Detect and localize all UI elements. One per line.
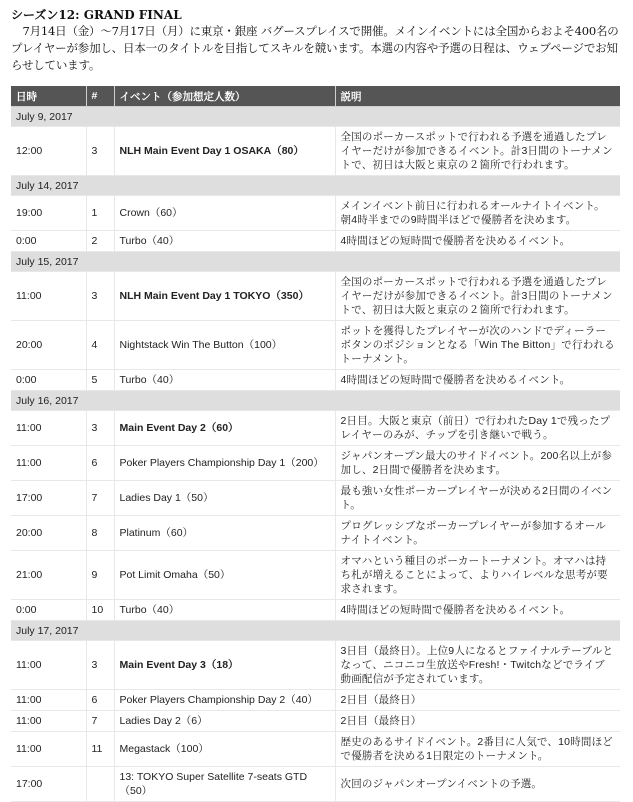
intro-description: 7月14日（金）〜7月17日（月）に東京・銀座 バグースプレイスで開催。メインイベントには全国からおよそ400名のプレイヤーが参加し、日本一のタイトルを目指してスキルを競います。本選の内容や予選の日程は、ウェブページでお知らせしています。	[11, 24, 619, 72]
event-time: 11:00	[11, 711, 86, 732]
table-row	[11, 370, 620, 391]
event-description: 4時間ほどの短時間で優勝者を決めるイベント。	[335, 600, 620, 621]
event-description: 全国のポーカースポットで行われる予選を通過したプレイヤーだけが参加できるイベント。計3日間のトーナメントで、初日は大阪と東京の２箇所で行われます。	[335, 127, 620, 176]
event-time: 0:00	[11, 231, 86, 252]
event-name: NLH Main Event Day 1 OSAKA（80）	[114, 127, 335, 176]
header-number: #	[86, 86, 114, 107]
event-time: 11:00	[11, 272, 86, 321]
event-name: 13: TOKYO Super Satellite 7-seats GTD（50）	[114, 767, 335, 802]
event-number: 4	[86, 321, 114, 370]
intro-section	[11, 8, 623, 74]
event-number: 2	[86, 231, 114, 252]
event-name: Turbo（40）	[114, 600, 335, 621]
event-description: 最も強い女性ポーカープレイヤーが決める2日間のイベント。	[335, 481, 620, 516]
page-title: シーズン12: GRAND FINAL	[11, 8, 182, 22]
event-number: 10	[86, 600, 114, 621]
event-time: 19:00	[11, 196, 86, 231]
event-number: 3	[86, 272, 114, 321]
table-row	[11, 481, 620, 516]
event-time: 17:00	[11, 767, 86, 802]
event-name: Crown（60）	[114, 196, 335, 231]
event-description: 歴史のあるサイドイベント。2番目に人気で、10時間ほどで優勝者を決める1日限定のトーナメント。	[335, 732, 620, 767]
event-time: 20:00	[11, 516, 86, 551]
event-number: 6	[86, 690, 114, 711]
event-description: 次回のジャパンオープンイベントの予選。	[335, 767, 620, 802]
event-description: ポットを獲得したプレイヤーが次のハンドでディーラーボタンのポジションとなる「Win The Bitton」で行われるトーナメント。	[335, 321, 620, 370]
date-label: July 15, 2017	[11, 252, 620, 272]
event-number: 5	[86, 370, 114, 391]
table-row	[11, 321, 620, 370]
table-row	[11, 411, 620, 446]
event-description: オマハという種目のポーカートーナメント。オマハは持ち札が増えることによって、よりハイレベルな思考が要求されます。	[335, 551, 620, 600]
date-group-row	[11, 621, 620, 641]
event-name: Poker Players Championship Day 1（200）	[114, 446, 335, 481]
event-description: 3日目（最終日）。上位9人になるとファイナルテーブルとなって、ニコニコ生放送やFresh!・Twitchなどでライブ動画配信が予定されています。	[335, 641, 620, 690]
event-number	[86, 767, 114, 802]
event-name: Ladies Day 1（50）	[114, 481, 335, 516]
event-number: 9	[86, 551, 114, 600]
event-number: 7	[86, 481, 114, 516]
event-time: 11:00	[11, 641, 86, 690]
table-row	[11, 690, 620, 711]
table-row	[11, 196, 620, 231]
event-name: Pot Limit Omaha（50）	[114, 551, 335, 600]
event-name: Platinum（60）	[114, 516, 335, 551]
table-header-row	[11, 86, 620, 107]
event-name: NLH Main Event Day 1 TOKYO（350）	[114, 272, 335, 321]
event-name: Ladies Day 2（6）	[114, 711, 335, 732]
event-name: Turbo（40）	[114, 370, 335, 391]
event-name: Main Event Day 2（60）	[114, 411, 335, 446]
event-description: 全国のポーカースポットで行われる予選を通過したプレイヤーだけが参加できるイベント。計3日間のトーナメントで、初日は大阪と東京の２箇所で行われます。	[335, 272, 620, 321]
event-number: 6	[86, 446, 114, 481]
date-label: July 9, 2017	[11, 107, 620, 127]
event-description: ジャパンオープン最大のサイドイベント。200名以上が参加し、2日間で優勝者を決めます。	[335, 446, 620, 481]
event-time: 12:00	[11, 127, 86, 176]
event-description: メインイベント前日に行われるオールナイトイベント。朝4時半までの9時間半ほどで優勝者を決めます。	[335, 196, 620, 231]
date-label: July 17, 2017	[11, 621, 620, 641]
date-group-row	[11, 391, 620, 411]
event-description: 2日目（最終日）	[335, 711, 620, 732]
header-description: 説明	[335, 86, 620, 107]
event-description: 2日目。大阪と東京（前日）で行われたDay 1で残ったプレイヤーのみが、チップを引き継いで戦う。	[335, 411, 620, 446]
table-row	[11, 127, 620, 176]
date-group-row	[11, 252, 620, 272]
date-label: July 14, 2017	[11, 176, 620, 196]
date-group-row	[11, 176, 620, 196]
event-number: 1	[86, 196, 114, 231]
table-row	[11, 272, 620, 321]
table-row	[11, 446, 620, 481]
table-row	[11, 551, 620, 600]
event-number: 3	[86, 641, 114, 690]
header-event: イベント（参加想定人数）	[114, 86, 335, 107]
table-row	[11, 641, 620, 690]
date-group-row	[11, 107, 620, 127]
event-description: 4時間ほどの短時間で優勝者を決めるイベント。	[335, 370, 620, 391]
table-row	[11, 231, 620, 252]
event-time: 11:00	[11, 690, 86, 711]
event-description: 2日目（最終日）	[335, 690, 620, 711]
event-time: 11:00	[11, 732, 86, 767]
header-datetime: 日時	[11, 86, 86, 107]
event-name: Main Event Day 3（18）	[114, 641, 335, 690]
event-number: 3	[86, 127, 114, 176]
table-row	[11, 516, 620, 551]
event-time: 21:00	[11, 551, 86, 600]
event-number: 8	[86, 516, 114, 551]
event-name: Turbo（40）	[114, 231, 335, 252]
event-description: 4時間ほどの短時間で優勝者を決めるイベント。	[335, 231, 620, 252]
table-row	[11, 600, 620, 621]
event-number: 3	[86, 411, 114, 446]
event-time: 0:00	[11, 600, 86, 621]
schedule-body	[11, 107, 620, 802]
event-description: プログレッシブなポーカープレイヤーが参加するオールナイトイベント。	[335, 516, 620, 551]
event-time: 11:00	[11, 411, 86, 446]
date-label: July 16, 2017	[11, 391, 620, 411]
event-number: 11	[86, 732, 114, 767]
event-name: Nightstack Win The Button（100）	[114, 321, 335, 370]
table-row	[11, 732, 620, 767]
event-number: 7	[86, 711, 114, 732]
event-time: 11:00	[11, 446, 86, 481]
event-name: Megastack（100）	[114, 732, 335, 767]
event-name: Poker Players Championship Day 2（40）	[114, 690, 335, 711]
schedule-table	[11, 86, 620, 802]
event-time: 20:00	[11, 321, 86, 370]
event-time: 0:00	[11, 370, 86, 391]
table-row	[11, 711, 620, 732]
table-row	[11, 767, 620, 802]
event-time: 17:00	[11, 481, 86, 516]
